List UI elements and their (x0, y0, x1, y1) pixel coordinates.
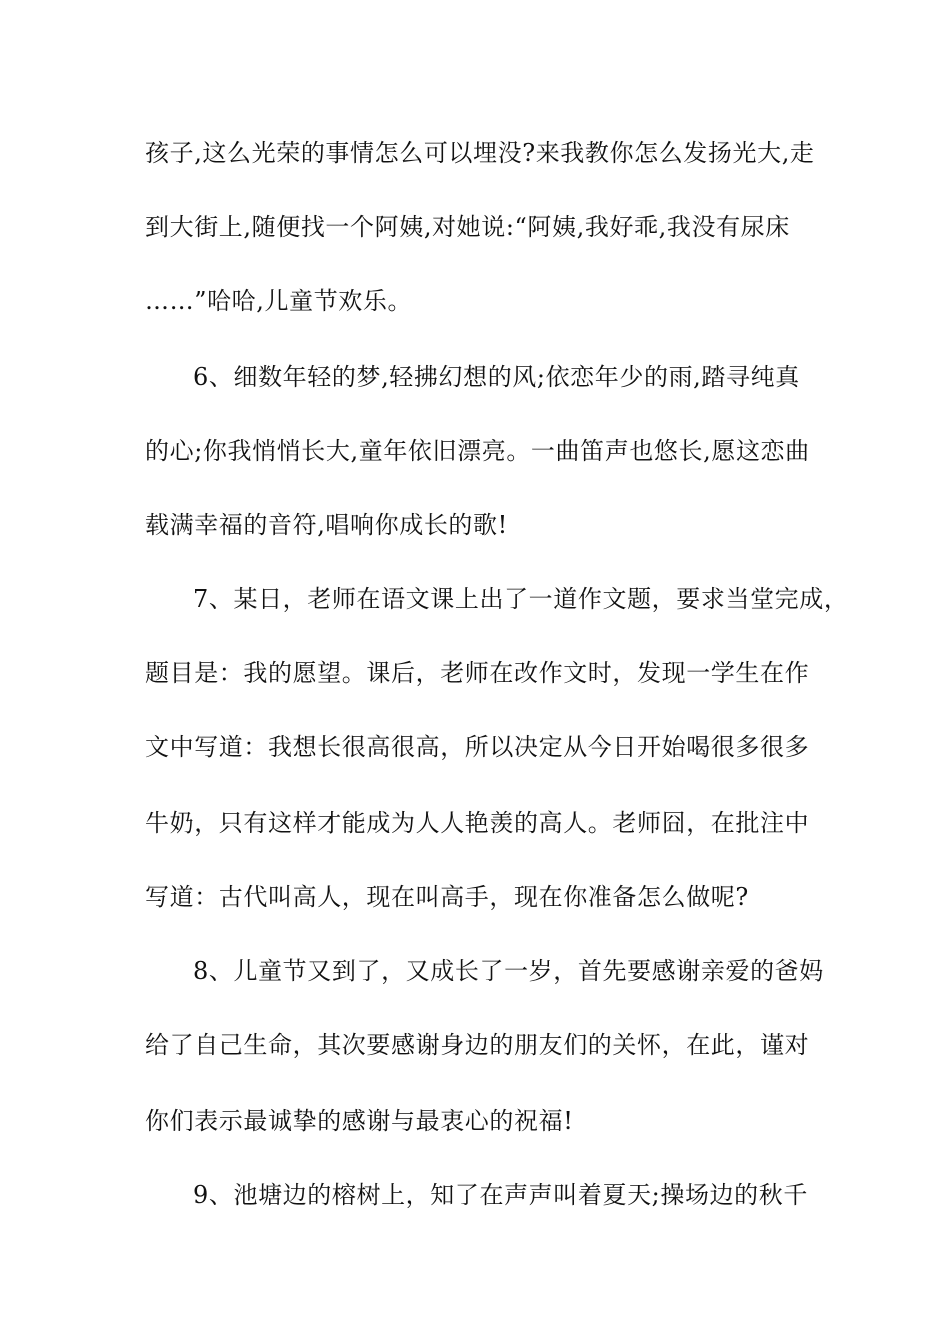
text-line: 给了自己生命，其次要感谢身边的朋友们的关怀，在此，谨对 (145, 1031, 810, 1059)
text-line: 的心;你我悄悄长大,童年依旧漂亮。一曲笛声也悠长,愿这恋曲 (145, 437, 810, 465)
text-line: 题目是：我的愿望。课后，老师在改作文时，发现一学生在作 (145, 659, 810, 687)
text-line: 孩子,这么光荣的事情怎么可以埋没?来我教你怎么发扬光大,走 (145, 139, 815, 167)
paragraph-9-first-line: 9、池塘边的榕树上，知了在声声叫着夏天;操场边的秋千 (193, 1181, 808, 1209)
text-line: ……”哈哈,儿童节欢乐。 (145, 287, 413, 315)
text-line: 你们表示最诚挚的感谢与最衷心的祝福! (145, 1107, 574, 1135)
paragraph-6-first-line: 6、细数年轻的梦,轻拂幻想的风;依恋年少的雨,踏寻纯真 (193, 363, 800, 391)
text-line: 文中写道：我想长很高很高，所以决定从今日开始喝很多很多 (145, 733, 810, 761)
text-line: 载满幸福的音符,唱响你成长的歌! (145, 511, 508, 539)
text-line: 写道：古代叫高人，现在叫高手，现在你准备怎么做呢? (145, 883, 749, 911)
text-line: 到大街上,随便找一个阿姨,对她说:“阿姨,我好乖,我没有尿床 (145, 213, 790, 241)
text-line: 牛奶，只有这样才能成为人人艳羡的高人。老师囧，在批注中 (145, 809, 810, 837)
paragraph-8-first-line: 8、儿童节又到了，又成长了一岁，首先要感谢亲爱的爸妈 (193, 957, 824, 985)
paragraph-7-first-line: 7、某日，老师在语文课上出了一道作文题，要求当堂完成， (193, 585, 849, 613)
